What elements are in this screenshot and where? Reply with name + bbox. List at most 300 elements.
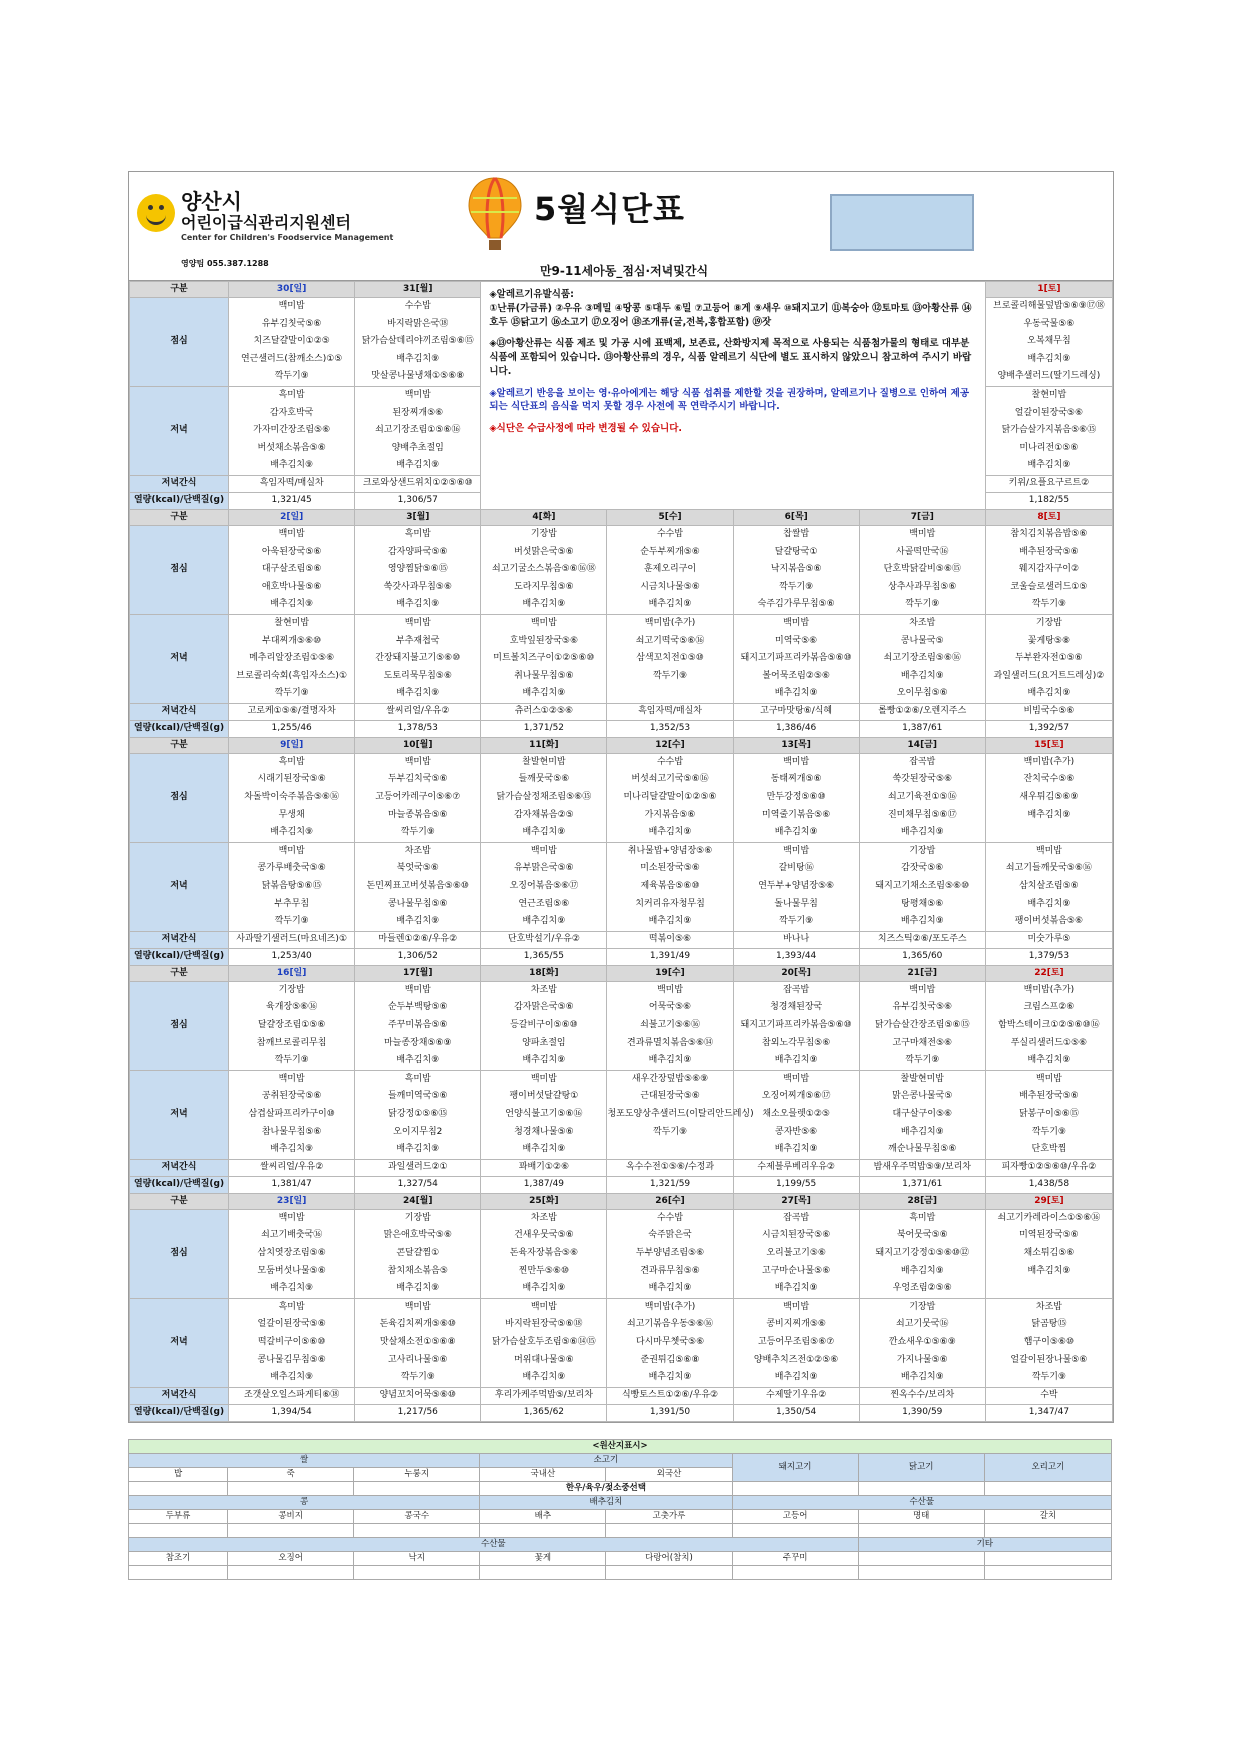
dish-item: 탕평채⑤⑥ [901,898,944,909]
dinner-menu [985,386,1112,475]
lunch-menu [481,525,607,614]
dish-item: 달걀탕국① [774,546,818,557]
dish-item: 배추김치⑨ [522,599,566,610]
origin-seafood-section: 수산물 [732,1496,1111,1510]
nutrition-value: 1,394/54 [229,1404,355,1421]
dish-item: 미소된장국⑤⑥ [640,863,700,874]
dinner-menu [859,1298,985,1387]
snack-menu: 밤새우주먹밥⑤⑨/보리차 [859,1159,985,1176]
dish-item: 도토리묵무침⑤⑥ [383,670,452,681]
day-header: 3[월] [355,509,481,525]
nutrition-value: 1,392/57 [985,720,1112,737]
snack-menu: 쌀씨리얼/우유② [229,1159,355,1176]
dinner-menu [229,614,355,703]
dish-item: 유부맑은국⑤⑥ [514,863,574,874]
nutrition-value: 1,182/55 [985,492,1112,509]
dish-item: 두부양념조림⑤⑥ [635,1247,705,1258]
dish-item: 진미채무침⑤⑥⑰ [887,809,957,820]
dish-item: 순두부찌개⑤⑥ [640,546,700,557]
snack-menu: 수제딸기우유② [733,1387,859,1404]
day-header: 27[목] [733,1193,859,1209]
day-header: 16[일] [229,965,355,981]
dinner-menu [985,842,1112,931]
origin-beef-note: 한우/육우/젖소중선택 [480,1482,732,1496]
dinner-menu [985,1298,1112,1387]
dish-item: 배추김치⑨ [774,688,818,699]
origin-col-kongbiji: 콩비지 [228,1510,354,1524]
dish-item: 순두부백탕⑤⑥ [387,1002,448,1013]
dish-item: 차조밥 [530,1212,557,1223]
day-header: 20[목] [733,965,859,981]
dish-item: 고구마순나물⑤⑥ [762,1265,831,1276]
dish-item: 백미밥(추가) [644,1301,696,1312]
dish-item: 햄구이⑤⑥⑩ [1023,1336,1075,1347]
dish-item: 고사리나물⑤⑥ [387,1354,448,1365]
origin-col-tofu: 두부류 [129,1510,228,1524]
nutrition-value: 1,350/54 [733,1404,859,1421]
org-name-center: 어린이급식관리지원센터 [181,213,352,232]
dish-item: 닭가슴살데리야끼조림⑤⑥⑮ [361,336,474,347]
nutrition-value: 1,255/46 [229,720,355,737]
dish-item: 백미밥 [530,845,557,856]
origin-col-foreign: 외국산 [606,1468,732,1482]
lunch-menu [355,753,481,842]
dish-item: 미나리전①⑤⑥ [1019,442,1079,453]
dish-item: 유부김칫국⑤⑥ [261,318,322,329]
dish-item: 감자호박국 [269,407,314,418]
dish-item: 잡곡밥 [783,984,810,995]
dish-item: 닭가슴살간장조림⑤⑥⑮ [874,1020,970,1030]
nutrition-value: 1,387/61 [859,720,985,737]
dish-item: 배추김치⑨ [1027,460,1071,471]
dish-item: 배추김치⑨ [522,1283,566,1294]
dish-item: 어묵국⑤⑥ [648,1002,692,1013]
dinner-menu [355,1070,481,1159]
dish-item: 배추된장국⑤⑥ [1019,546,1079,557]
label-lunch: 점심 [130,298,229,387]
dinner-menu [607,1070,754,1159]
dish-item: 양파초절임 [522,1037,566,1048]
dish-item: 깍두기⑨ [1031,1126,1066,1137]
label-dinner: 저녁 [130,1070,229,1159]
dish-item: 볼어묵조림②⑤⑥ [762,670,830,681]
dish-item: 오리불고기⑤⑥ [766,1247,826,1258]
dinner-menu [859,1070,985,1159]
label-gubun: 구분 [130,282,229,298]
dish-item: 차조밥 [909,617,936,628]
dish-item: 배추김치⑨ [1027,898,1071,909]
dish-item: 청경채나물⑤⑥ [514,1126,574,1137]
dish-item: 닭볶음탕⑤⑥⑮ [261,881,322,892]
dish-item: 백미밥 [783,845,810,856]
dish-item: 흑미밥 [278,389,305,400]
nutrition-value: 1,347/47 [985,1404,1112,1421]
dish-item: 배추김치⑨ [270,460,314,471]
dish-item: 배추김치⑨ [774,1372,818,1383]
label-dinner: 저녁 [130,842,229,931]
dish-item: 북엇국⑤⑥ [396,863,439,874]
dish-item: 취나물밥+양념장⑤⑥ [627,845,713,856]
dish-item: 고등어카레구이⑤⑥⑦ [375,792,461,803]
dish-item: 고등어무조림⑤⑥⑦ [757,1336,835,1347]
lunch-menu [985,525,1112,614]
origin-beef-section: 소고기 [480,1454,732,1468]
snack-menu: 식빵토스트①②⑥/우유② [607,1387,733,1404]
dish-item: 백미밥 [278,845,305,856]
dinner-menu [607,1298,733,1387]
nutrition-value: 1,393/44 [733,948,859,965]
origin-col-tuna: 다랑어(참치) [606,1552,732,1566]
day-header: 15[토] [985,737,1112,753]
dinner-menu [859,842,985,931]
dish-item: 배추김치⑨ [270,1144,314,1155]
dish-item: 배추된장국⑤⑥ [1019,1091,1079,1102]
label-nutrition: 열량(kcal)/단백질(g) [130,1176,229,1193]
day-header: 2[일] [229,509,355,525]
dish-item: 들깨미역국⑤⑥ [387,1091,448,1102]
dish-item: 버섯쇠고기국⑤⑥⑯ [631,774,709,785]
dish-item: 유부김칫국⑤⑥ [892,1002,953,1013]
dish-item: 배추김치⑨ [900,916,944,927]
day-header: 26[수] [607,1193,733,1209]
dish-item: 웨지감자구이② [1018,564,1080,575]
dish-item: 우엉조림②⑤⑥ [892,1283,952,1294]
dish-item: 깍두기⑨ [274,688,309,699]
origin-col-nurungji: 누룽지 [354,1468,480,1482]
dish-item: 기장밥 [1035,617,1062,628]
nutrition-value: 1,386/46 [733,720,859,737]
dish-item: 버섯채소볶음⑤⑥ [257,442,326,453]
dish-item: 백미밥 [909,528,936,539]
dish-item: 갈비탕⑯ [778,863,814,874]
label-snack: 저녁간식 [130,931,229,948]
dish-item: 연근샐러드(참깨소스)①⑤ [240,353,343,364]
day-header: 17[월] [355,965,481,981]
dish-item: 백미밥 [783,1073,810,1084]
dish-item: 백미밥 [783,756,810,767]
day-header: 7[금] [859,509,985,525]
sheet-header [129,172,1113,281]
dish-item: 배추김치⑨ [270,599,314,610]
dish-item: 배추김치⑨ [522,1055,566,1066]
dish-item: 백미밥 [1035,845,1062,856]
dish-item: 팽이버섯달걀탕① [509,1091,579,1102]
lunch-menu [355,525,481,614]
lunch-menu [607,525,733,614]
nutrition-value: 1,371/61 [859,1176,985,1193]
origin-col-hairtail: 갈치 [984,1510,1111,1524]
dish-item: 도라지무침⑤⑥ [514,581,574,592]
label-dinner: 저녁 [130,1298,229,1387]
dish-item: 잔치국수⑤⑥ [1023,774,1075,785]
day-header: 18[화] [481,965,607,981]
lunch-menu [355,298,481,387]
dish-item: 감자양파국⑤⑥ [387,546,448,557]
dish-item: 수수밥 [656,528,684,539]
snack-menu: 단호박설기/우유② [481,931,607,948]
dish-item: 미역된장국⑤⑥ [1019,1230,1079,1241]
day-header: 30[일] [229,282,355,298]
origin-title: <원산지표시> [129,1440,1112,1454]
dish-item: 잡곡밥 [783,1212,810,1223]
dish-item: 배추김치⑨ [900,827,944,838]
snack-menu: 꽈배기①②⑥ [481,1159,607,1176]
dish-item: 닭가슴살가지볶음⑤⑥⑮ [1001,425,1097,436]
snack-menu: 츄러스①②⑤⑥ [481,703,607,720]
dish-item: 새우튀김⑤⑥⑨ [1019,792,1079,803]
dish-item: 배추김치⑨ [270,827,314,838]
dish-item: 얼갈이된장나물⑤⑥ [1010,1354,1088,1365]
dish-item: 만두강정⑤⑥⑩ [766,792,826,803]
dish-item: 무생채 [278,809,305,820]
dish-item: 기장밥 [909,845,936,856]
dinner-menu [229,386,355,475]
dinner-menu [355,386,481,475]
snack-menu: 키위/요플요구르트② [985,475,1112,492]
smile-logo-icon [137,194,175,232]
dish-item: 콩나물무침⑤⑥ [387,898,448,909]
dish-item: 쇠고기배춧국⑯ [261,1230,323,1241]
dish-item: 배추김치⑨ [1027,809,1071,820]
dish-item: 부대찌개⑤⑥⑩ [262,635,322,646]
dish-item: 백미밥 [278,1073,305,1084]
dish-item: 가지볶음⑤⑥ [644,809,696,820]
lunch-menu [481,1209,607,1298]
origin-seafood-section-2: 수산물 [129,1538,859,1552]
dish-item: 찐만두⑤⑥⑩ [518,1265,570,1276]
dish-item: 단호박닭갈비⑤⑥⑮ [883,564,961,575]
dish-item: 오이무침⑤⑥ [896,688,948,699]
dinner-menu [733,842,859,931]
origin-table [128,1439,1112,1580]
dish-item: 된장찌개⑤⑥ [392,407,444,418]
dish-item: 참나물무침⑤⑥ [261,1126,322,1137]
menu-table [129,281,1113,1422]
dish-item: 호박잎된장국⑤⑥ [509,635,579,646]
dinner-menu [481,614,607,703]
origin-rice-section: 쌀 [129,1454,480,1468]
dish-item: 흑미밥 [404,1073,431,1084]
dish-item: 양배추치즈전①②⑤⑥ [753,1354,839,1365]
label-gubun: 구분 [130,965,229,981]
dish-item: 함박스테이크①②⑤⑥⑩⑯ [998,1020,1100,1030]
dish-item: 쇠고기카레라이스①⑤⑥⑯ [997,1212,1101,1223]
lunch-menu [481,981,607,1070]
label-gubun: 구분 [130,737,229,753]
dish-item: 양배추샐러드(딸기드레싱) [997,371,1101,382]
dish-item: 배추김치⑨ [522,1372,566,1383]
dish-item: 깍두기⑨ [400,827,435,838]
origin-other-section: 기타 [858,1538,1111,1552]
dish-item [607,685,732,703]
lunch-menu [229,1209,355,1298]
snack-menu: 비빔국수⑤⑥ [985,703,1112,720]
dish-item: 등갈비구이⑤⑥⑩ [510,1020,578,1030]
dish-item: 배추김치⑨ [522,916,566,927]
snack-menu: 수제블루베리우유② [733,1159,859,1176]
dish-item: 바지락맑은국⑱ [387,318,449,329]
dish-item: 배추김치⑨ [396,688,440,699]
origin-col-squid: 오징어 [228,1552,354,1566]
snack-menu: 쌀씨리얼/우유② [355,703,481,720]
day-header: 22[토] [985,965,1112,981]
origin-col-kongguksu: 콩국수 [354,1510,480,1524]
dish-item: 돈민찌표고버섯볶음⑤⑥⑩ [366,881,469,892]
nutrition-value: 1,371/52 [481,720,607,737]
dish-item: 닭가슴살정채조림⑤⑥⑮ [496,792,592,803]
lunch-menu [985,981,1112,1070]
day-header: 12[수] [607,737,733,753]
lunch-menu [355,981,481,1070]
snack-menu: 흑임자떡/매실차 [229,475,355,492]
day-header: 19[수] [607,965,733,981]
dinner-menu [355,614,481,703]
origin-col-webfoot-octopus: 주꾸미 [732,1552,858,1566]
snack-menu: 크로와상샌드위치①②⑤⑥⑩ [355,475,481,492]
dish-item: 배추김치⑨ [396,916,440,927]
dish-item: 배추김치⑨ [648,916,692,927]
day-header: 9[일] [229,737,355,753]
dish-item: 숙주김가루무침⑤⑥ [757,599,835,610]
lunch-menu [859,1209,985,1298]
dish-item: 참깨브로콜리무침 [256,1037,327,1048]
snack-menu: 치즈스틱②⑥/포도주스 [859,931,985,948]
dish-item: 쇠고기육전①⑤⑯ [887,792,957,803]
lunch-menu [859,981,985,1070]
page-subtitle: 만9-11세아동_점심·저녁및간식 [539,264,709,278]
dish-item: 백미밥 [404,756,431,767]
dish-item: 돼지고기강정①⑤⑥⑩⑫ [875,1247,969,1258]
origin-col-croaker: 참조기 [129,1552,228,1566]
lunch-menu [229,298,355,387]
dish-item: 깐쇼새우①⑤⑥⑨ [888,1336,956,1347]
nutrition-value: 1,391/49 [607,948,733,965]
dish-item: 두부김치국⑤⑥ [387,774,448,785]
label-lunch: 점심 [130,753,229,842]
nutrition-value: 1,327/54 [355,1176,481,1193]
dish-item: 미역줄기볶음⑤⑥ [762,809,831,820]
dish-item: 떡갈비구이⑤⑥⑩ [257,1336,326,1347]
snack-menu: 떡볶이⑤⑥ [607,931,733,948]
dish-item: 마늘종장채⑤⑥⑨ [383,1037,452,1048]
dish-item: 달걀장조림①⑤⑥ [257,1020,326,1030]
dinner-menu [607,614,733,703]
dish-item: 돌나물무침 [774,898,818,909]
dish-item: 삼겹살파프리카구이⑩ [248,1108,335,1119]
allergy-warning: ◈알레르기 반응을 보이는 영·유아에게는 해당 식품 섭취를 제한할 것을 권장하며, 알레르기나 질병으로 인하여 제공되는 식단표의 음식을 먹지 못할 경우 사전에 꼭 연락주시기 바랍니다. [489,387,970,413]
dinner-menu [355,842,481,931]
dish-item: 깍두기⑨ [905,1055,940,1066]
label-nutrition: 열량(kcal)/단백질(g) [130,720,229,737]
dish-item: 크림스프②⑥ [1023,1002,1075,1013]
dish-item: 차돌박이숙주볶음⑤⑥⑯ [244,792,339,803]
dinner-menu [607,842,733,931]
dish-item: 배추김치⑨ [774,827,818,838]
dish-item: 백미밥 [530,1073,557,1084]
dish-item: 시금치나물⑤⑥ [640,581,700,592]
dish-item [986,824,1112,842]
dinner-menu [229,1298,355,1387]
dish-item: 동태찌개⑤⑥ [770,774,822,785]
dinner-menu [229,1070,355,1159]
dish-item: 애호박나물⑤⑥ [261,581,322,592]
dish-item: 흑미밥 [278,756,305,767]
day-header: 29[토] [985,1193,1112,1209]
dish-item: 깨순나물무침⑤⑥ [888,1144,957,1155]
dish-item: 육개장⑤⑥⑯ [266,1002,318,1013]
lunch-menu [229,525,355,614]
day-header: 10[월] [355,737,481,753]
change-notice: ◈식단은 수급사정에 따라 변경될 수 있습니다. [489,423,682,435]
dish-item: 참치김치볶음밥⑤⑥ [1010,528,1088,539]
snack-menu: 후리가케주먹밥⑤/보리차 [481,1387,607,1404]
label-snack: 저녁간식 [130,475,229,492]
lunch-menu [733,1209,859,1298]
dish-item: 백미밥 [404,617,431,628]
dish-item: 새우간장덮밥⑤⑥⑨ [631,1073,709,1084]
origin-col-rice: 밥 [129,1468,228,1482]
day-header: 14[금] [859,737,985,753]
dish-item: 콘달걀찜① [396,1247,440,1258]
dish-item: 배추김치⑨ [900,1265,944,1276]
nutrition-value: 1,217/56 [355,1404,481,1421]
dish-item: 미트볼치즈구이①②⑤⑥⑩ [493,653,595,664]
dish-item: 닭봉구이⑤⑥⑮ [1018,1108,1079,1119]
dish-item: 쑥갓사과무침⑤⑥ [383,581,452,592]
dish-item: 팽이버섯볶음⑤⑥ [1014,916,1084,927]
dish-item: 배추김치⑨ [522,688,566,699]
dish-item: 배추김치⑨ [1027,1265,1071,1276]
dish-item: 버섯맑은국⑤⑥ [514,546,574,557]
snack-menu: 롤빵①②⑥/오렌지주스 [859,703,985,720]
dish-item: 아욱된장국⑤⑥ [261,546,322,557]
dish-item: 백미밥(추가) [1023,984,1075,995]
dish-item: 콩나물국⑤ [900,635,944,646]
allergy-title: ◈알레르기유발식품: [489,289,574,300]
origin-col-domestic: 국내산 [480,1468,606,1482]
lunch-menu [229,981,355,1070]
dinner-menu [733,1298,859,1387]
lunch-menu [859,753,985,842]
dish-item: 브로콜리숙회(흑임자소스)① [236,670,348,681]
label-nutrition: 열량(kcal)/단백질(g) [130,492,229,509]
dish-item: 돈육김치찌개⑤⑥⑩ [379,1319,456,1330]
dish-item: 취나물무침⑤⑥ [514,670,574,681]
dish-item: 참치채소볶음⑤ [387,1265,448,1276]
dish-item: 흑미밥 [909,1212,936,1223]
sulfite-notice: ◈⑬아황산류는 식품 제조 및 가공 시에 표백제, 보존료, 산화방지제 목적으로 사용되는 식품첨가물의 형태로 대부분 식품에 포함되어 있습니다. ⑬아황산류의 경우, 식품 알레르기 식단에 별도 표시하지 않았으니 참고하여 주시기 바랍니다. [489,338,972,377]
dish-item: 기장밥 [404,1212,431,1223]
dish-item: 채소오믈렛①②⑤ [762,1108,830,1119]
dish-item: 백미밥 [783,1301,810,1312]
day-header: 25[화] [481,1193,607,1209]
dish-item: 배추김치⑨ [648,1055,692,1066]
dish-item: 배추김치⑨ [396,1283,440,1294]
dish-item: 백미밥 [404,1301,431,1312]
label-snack: 저녁간식 [130,703,229,720]
dinner-menu [355,1298,481,1387]
dish-item: 콩나물김무침⑤⑥ [257,1354,326,1365]
snack-menu: 사과딸기샐러드(마요네즈)① [229,931,355,948]
dish-item: 백미밥 [278,1212,305,1223]
lunch-menu [733,525,859,614]
snack-menu: 미숫가루⑤ [985,931,1112,948]
lunch-menu [607,1209,733,1298]
dish-item: 차조밥 [404,845,431,856]
dish-item: 배추김치⑨ [648,827,692,838]
dish-item: 찹쌀밥 [783,528,810,539]
dish-item: 코울슬로샐러드①⑤ [1010,581,1088,592]
